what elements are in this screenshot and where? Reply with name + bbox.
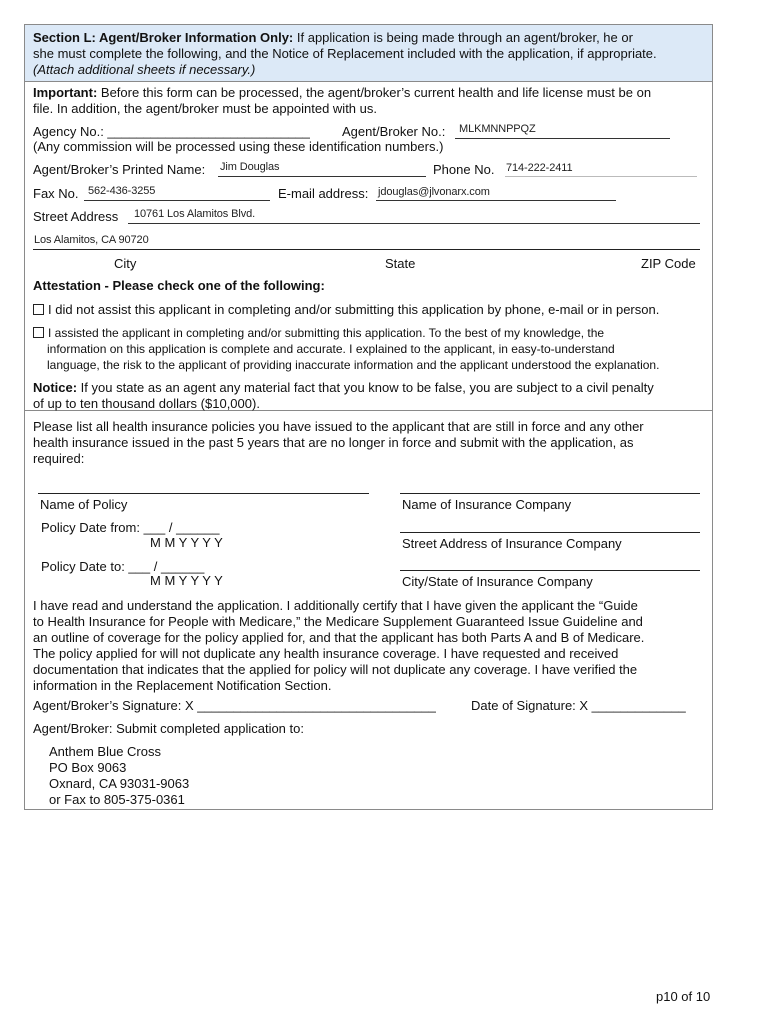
submit-line-3: Oxnard, CA 93031-9063	[49, 776, 190, 791]
certification-line-1: I have read and understand the application. I additionally certify that I have given the applicant the “Guide	[33, 598, 638, 613]
important-text-2: file. In addition, the agent/broker must be appointed with us.	[33, 101, 377, 116]
important-label: Important:	[33, 85, 98, 100]
fax-value[interactable]: 562-436-3255	[88, 185, 156, 197]
company-city-label: City/State of Insurance Company	[402, 574, 593, 589]
notice-text-1: If you state as an agent any material fact that you know to be false, you are subject to a civil penalty	[77, 380, 654, 395]
phone-value[interactable]: 714-222-2411	[506, 162, 573, 174]
checkbox-option-2[interactable]	[33, 327, 44, 338]
city-label: City	[114, 256, 137, 271]
street-label: Street Address	[33, 209, 119, 224]
notice-label: Notice:	[33, 380, 78, 395]
printed-name-label: Agent/Broker’s Printed Name:	[33, 162, 206, 177]
submit-line-4: or Fax to 805-375-0361	[49, 792, 185, 807]
state-label: State	[385, 256, 416, 271]
agent-no-underline	[455, 138, 670, 139]
email-value[interactable]: jdouglas@jlvonarx.com	[378, 186, 490, 198]
zip-label: ZIP Code	[641, 256, 696, 271]
company-street-line[interactable]	[400, 532, 700, 533]
attestation-option-1-text: I did not assist this applicant in completing and/or submitting this application by phone, e-mail or in person.	[48, 302, 660, 317]
signature-date-field[interactable]: Date of Signature: X _____________	[471, 698, 686, 713]
submit-heading: Agent/Broker: Submit completed application to:	[33, 721, 304, 736]
certification-line-5: documentation that indicates that the applied for policy will not duplicate any coverage. I have verified the	[33, 662, 638, 677]
commission-note: (Any commission will be processed using these identification numbers.)	[33, 139, 444, 154]
certification-line-3: an outline of coverage for the policy applied for, and that the applicant has both Parts A and B of Medicare.	[33, 630, 645, 645]
section-intro-1: If application is being made through an agent/broker, he or	[293, 30, 633, 45]
policy-date-from[interactable]: Policy Date from: ___ / ______	[41, 520, 220, 535]
attestation-option-2-text-3: language, the risk to the applicant of providing inaccurate information and the applicant understood the explanation.	[47, 358, 660, 372]
street-value[interactable]: 10761 Los Alamitos Blvd.	[134, 208, 256, 220]
page-number: p10 of 10	[656, 989, 711, 1004]
company-city-line[interactable]	[400, 570, 700, 571]
attestation-option-2	[33, 325, 604, 341]
phone-label: Phone No.	[433, 162, 495, 177]
important-text-1: Before this form can be processed, the agent/broker’s current health and life license must be on	[97, 85, 652, 100]
fax-label: Fax No.	[33, 186, 79, 201]
submit-line-1: Anthem Blue Cross	[49, 744, 161, 759]
notice-text-2: of up to ten thousand dollars ($10,000).	[33, 396, 260, 411]
company-street-label: Street Address of Insurance Company	[402, 536, 622, 551]
agent-no-value[interactable]: MLKMNNPPQZ	[459, 123, 536, 135]
phone-underline	[505, 176, 697, 177]
printed-name-value[interactable]: Jim Douglas	[220, 161, 280, 173]
policy-name-label: Name of Policy	[40, 497, 128, 512]
street-underline	[128, 223, 700, 224]
company-name-label: Name of Insurance Company	[402, 497, 572, 512]
section-intro-3	[33, 62, 255, 78]
policy-date-to[interactable]: Policy Date to: ___ / ______	[41, 559, 205, 574]
printed-name-underline	[218, 176, 426, 177]
agent-no-label: Agent/Broker No.:	[342, 124, 446, 139]
attestation-heading	[33, 278, 325, 294]
checkbox-option-1[interactable]	[33, 304, 44, 315]
notice-line-1	[33, 380, 654, 396]
company-name-line[interactable]	[400, 493, 700, 494]
policies-intro-3: required:	[33, 451, 85, 466]
date-format-1: M M Y Y Y Y	[150, 535, 223, 550]
fax-underline	[84, 200, 270, 201]
important-line-1	[33, 85, 651, 101]
policy-name-line[interactable]	[38, 493, 369, 494]
submit-line-2: PO Box 9063	[49, 760, 127, 775]
city-state-zip-underline	[33, 249, 700, 250]
attestation-option-2-text-1: I assisted the applicant in completing and/or submitting this application. To the best of my knowledge, the	[48, 326, 605, 340]
attestation-heading-text: Attestation - Please check one of the following:	[33, 278, 325, 293]
section-intro-2: she must complete the following, and the Notice of Replacement included with the application, if appropriate.	[33, 46, 657, 61]
section-title-line	[33, 30, 633, 46]
section-intro-3-text: (Attach additional sheets if necessary.)	[33, 62, 256, 77]
policies-intro-1: Please list all health insurance policies you have issued to the applicant that are still in force and any other	[33, 419, 644, 434]
certification-line-2: to Health Insurance for People with Medicare,” the Medicare Supplement Guaranteed Issue Guideline and	[33, 614, 643, 629]
city-state-zip-value[interactable]: Los Alamitos, CA 90720	[34, 234, 149, 246]
certification-line-6: information in the Replacement Notification Section.	[33, 678, 332, 693]
signature-field[interactable]: Agent/Broker’s Signature: X _________________________________	[33, 698, 436, 713]
date-format-2: M M Y Y Y Y	[150, 573, 223, 588]
attestation-option-1	[33, 302, 659, 318]
attestation-option-2-text-2: information on this application is complete and accurate. I explained to the applicant, in easy-to-understand	[47, 342, 615, 356]
email-label: E-mail address:	[278, 186, 369, 201]
section-title: Section L: Agent/Broker Information Only:	[33, 30, 294, 45]
certification-line-4: The policy applied for will not duplicate any health insurance coverage. I have requested and received	[33, 646, 619, 661]
policies-intro-2: health insurance issued in the past 5 years that are no longer in force and submit with the application, as	[33, 435, 634, 450]
email-underline	[376, 200, 616, 201]
agency-no-label: Agency No.: ____________________________	[33, 124, 310, 139]
